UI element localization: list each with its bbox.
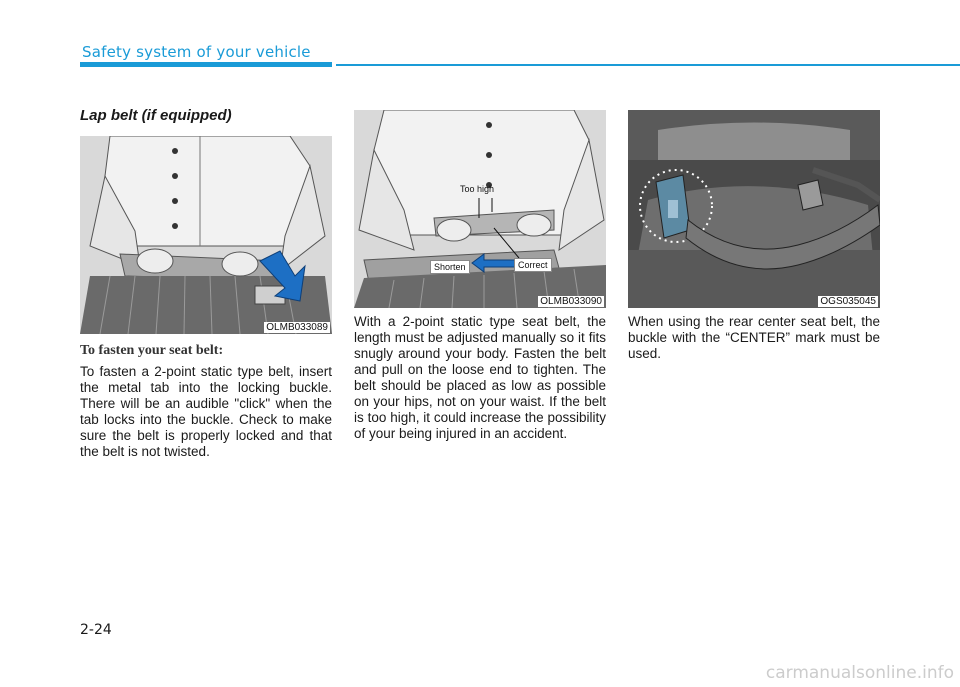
page-number: 2-24 [80, 622, 112, 638]
fasten-subheading: To fasten your seat belt: [80, 343, 224, 358]
callout-too-high: Too high [460, 184, 495, 194]
figure-code-1: OLMB033089 [266, 322, 328, 333]
section-heading: Lap belt (if equipped) [80, 107, 232, 124]
header-rule-thick [80, 62, 332, 67]
callout-shorten: Shorten [430, 260, 470, 274]
illustration-fasten [80, 136, 332, 334]
figure-lap-belt-adjust [354, 110, 606, 308]
section-header-title: Safety system of your vehicle [82, 43, 311, 61]
column3-paragraph: When using the rear center seat belt, the buckle with the “CENTER” mark must be used. [628, 314, 880, 361]
header-rule-thin [336, 64, 960, 66]
figure-lap-belt-fasten [80, 136, 332, 334]
illustration-adjust [354, 110, 606, 308]
callout-correct: Correct [514, 258, 552, 272]
figure-code-2: OLMB033090 [540, 296, 602, 307]
illustration-rear-center [628, 110, 880, 308]
column2-paragraph: With a 2-point static type seat belt, the length must be adjusted manually so it fits snugly around your body. Fasten the belt and pull on the loose end to tighten. The belt should be placed as low as possible on your hips, not on your waist. If the belt is too high, it could increase the possibility of your being injured in an accident. [354, 314, 606, 441]
figure-code-3: OGS035045 [820, 296, 876, 307]
column1-paragraph: To fasten a 2-point static type belt, insert the metal tab into the locking buckle. There will be an audible "click" when the tab locks into the buckle. Check to make sure the belt is properly locked and that the belt is not twisted. [80, 364, 332, 459]
watermark: carmanualsonline.info [765, 663, 954, 683]
figure-rear-center-buckle [628, 110, 880, 308]
